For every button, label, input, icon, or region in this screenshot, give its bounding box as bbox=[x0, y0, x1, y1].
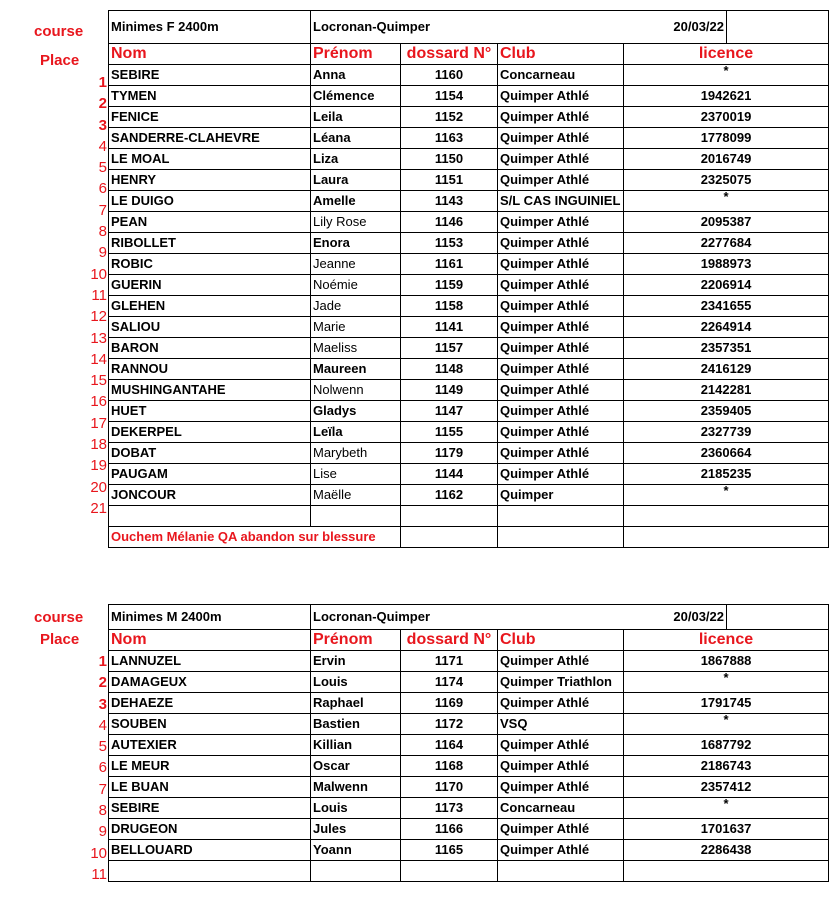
runner-licence: 1942621 bbox=[624, 86, 829, 107]
race2-location: Locronan-Quimper bbox=[311, 605, 498, 630]
runner-nom: GUERIN bbox=[109, 275, 311, 296]
runner-licence: 2359405 bbox=[624, 401, 829, 422]
place-number: 21 bbox=[90, 499, 107, 517]
runner-club: Quimper Athlé bbox=[498, 254, 624, 275]
runner-licence: * bbox=[624, 191, 829, 212]
runner-prenom: Jeanne bbox=[311, 254, 401, 275]
runner-club: VSQ bbox=[498, 714, 624, 735]
runner-nom: LE MOAL bbox=[109, 149, 311, 170]
runner-club: Quimper Athlé bbox=[498, 380, 624, 401]
race1-note-row bbox=[109, 527, 829, 548]
table-row bbox=[109, 840, 829, 861]
runner-licence: 2357351 bbox=[624, 338, 829, 359]
runner-prenom: Maëlle bbox=[311, 485, 401, 506]
runner-nom: BARON bbox=[109, 338, 311, 359]
runner-nom: SEBIRE bbox=[109, 798, 311, 819]
runner-club: Quimper Athlé bbox=[498, 464, 624, 485]
table-row bbox=[109, 443, 829, 464]
col-prenom-2: Prénom bbox=[311, 630, 401, 651]
table-row bbox=[109, 380, 829, 401]
place-number: 10 bbox=[90, 844, 107, 862]
place-number: 14 bbox=[90, 350, 107, 368]
runner-nom: RANNOU bbox=[109, 359, 311, 380]
runner-nom: LANNUZEL bbox=[109, 651, 311, 672]
place-number: 6 bbox=[98, 759, 107, 777]
table-row bbox=[109, 756, 829, 777]
runner-dossard: 1152 bbox=[401, 107, 498, 128]
place-number: 2 bbox=[98, 95, 107, 113]
runner-licence: 2264914 bbox=[624, 317, 829, 338]
runner-club: Concarneau bbox=[498, 65, 624, 86]
runner-club: Quimper Athlé bbox=[498, 693, 624, 714]
table-row bbox=[109, 86, 829, 107]
runner-club: Quimper Athlé bbox=[498, 212, 624, 233]
runner-licence: 2360664 bbox=[624, 443, 829, 464]
place-number: 9 bbox=[98, 244, 107, 262]
runner-dossard: 1153 bbox=[401, 233, 498, 254]
runner-dossard: 1171 bbox=[401, 651, 498, 672]
runner-club: Quimper Athlé bbox=[498, 233, 624, 254]
table-row bbox=[109, 401, 829, 422]
race2-results-table bbox=[108, 604, 829, 882]
runner-licence: 2095387 bbox=[624, 212, 829, 233]
runner-prenom: Raphael bbox=[311, 693, 401, 714]
runner-club: Quimper Athlé bbox=[498, 819, 624, 840]
runner-licence: 1988973 bbox=[624, 254, 829, 275]
runner-nom: PAUGAM bbox=[109, 464, 311, 485]
runner-club: Quimper Athlé bbox=[498, 359, 624, 380]
runner-licence: 2277684 bbox=[624, 233, 829, 254]
table-row bbox=[109, 359, 829, 380]
race2-title-blank bbox=[727, 605, 829, 630]
race2-places bbox=[7, 651, 107, 885]
runner-dossard: 1159 bbox=[401, 275, 498, 296]
runner-dossard: 1169 bbox=[401, 693, 498, 714]
race1-header-row bbox=[109, 44, 829, 65]
race1-date: 20/03/22 bbox=[498, 11, 727, 44]
runner-dossard: 1148 bbox=[401, 359, 498, 380]
runner-dossard: 1162 bbox=[401, 485, 498, 506]
runner-club: Quimper Athlé bbox=[498, 651, 624, 672]
table-row bbox=[109, 296, 829, 317]
table-row bbox=[109, 212, 829, 233]
place-label: Place bbox=[40, 52, 80, 69]
place-number: 11 bbox=[91, 286, 107, 304]
course-label: course bbox=[34, 23, 84, 40]
runner-dossard: 1166 bbox=[401, 819, 498, 840]
runner-licence: 2327739 bbox=[624, 422, 829, 443]
runner-nom: DEKERPEL bbox=[109, 422, 311, 443]
col-nom-2: Nom bbox=[109, 630, 311, 651]
place-number: 18 bbox=[90, 436, 107, 454]
runner-club: Quimper Athlé bbox=[498, 275, 624, 296]
runner-nom: DEHAEZE bbox=[109, 693, 311, 714]
place-number: 7 bbox=[98, 201, 107, 219]
runner-prenom: Enora bbox=[311, 233, 401, 254]
runner-prenom: Leila bbox=[311, 107, 401, 128]
runner-nom: HENRY bbox=[109, 170, 311, 191]
place-number: 11 bbox=[91, 865, 107, 883]
runner-club: Quimper Athlé bbox=[498, 777, 624, 798]
runner-nom: JONCOUR bbox=[109, 485, 311, 506]
runner-dossard: 1141 bbox=[401, 317, 498, 338]
col-licence-2: licence bbox=[624, 630, 829, 651]
runner-licence: 2341655 bbox=[624, 296, 829, 317]
runner-prenom: Léana bbox=[311, 128, 401, 149]
runner-licence: 2016749 bbox=[624, 149, 829, 170]
runner-club: Quimper Athlé bbox=[498, 756, 624, 777]
runner-licence: 1701637 bbox=[624, 819, 829, 840]
race2-header-row bbox=[109, 630, 829, 651]
runner-dossard: 1158 bbox=[401, 296, 498, 317]
race1-location: Locronan-Quimper bbox=[311, 11, 498, 44]
runner-nom: SEBIRE bbox=[109, 65, 311, 86]
runner-club: Quimper Athlé bbox=[498, 401, 624, 422]
runner-prenom: Nolwenn bbox=[311, 380, 401, 401]
course-label-2: course bbox=[34, 609, 84, 626]
runner-club: Quimper Athlé bbox=[498, 107, 624, 128]
runner-licence: 2142281 bbox=[624, 380, 829, 401]
runner-nom: AUTEXIER bbox=[109, 735, 311, 756]
place-number: 1 bbox=[98, 653, 107, 670]
place-number: 5 bbox=[98, 159, 107, 177]
runner-club: Quimper Athlé bbox=[498, 840, 624, 861]
col-club: Club bbox=[498, 44, 624, 65]
table-row bbox=[109, 464, 829, 485]
table-row bbox=[109, 798, 829, 819]
runner-prenom: Bastien bbox=[311, 714, 401, 735]
place-number: 8 bbox=[98, 802, 107, 820]
runner-prenom: Liza bbox=[311, 149, 401, 170]
place-number: 5 bbox=[98, 738, 107, 756]
runner-licence: * bbox=[624, 798, 829, 819]
place-number: 4 bbox=[98, 716, 107, 734]
runner-licence: * bbox=[624, 714, 829, 735]
place-number: 12 bbox=[90, 308, 107, 326]
table-row bbox=[109, 338, 829, 359]
runner-club: Quimper Athlé bbox=[498, 422, 624, 443]
runner-club: Quimper Athlé bbox=[498, 128, 624, 149]
runner-dossard: 1157 bbox=[401, 338, 498, 359]
runner-dossard: 1161 bbox=[401, 254, 498, 275]
runner-licence: 2286438 bbox=[624, 840, 829, 861]
runner-licence: 2206914 bbox=[624, 275, 829, 296]
runner-club: Quimper bbox=[498, 485, 624, 506]
runner-nom: LE DUIGO bbox=[109, 191, 311, 212]
col-prenom: Prénom bbox=[311, 44, 401, 65]
place-number: 4 bbox=[98, 137, 107, 155]
col-dossard: dossard N° bbox=[401, 44, 498, 65]
table-row bbox=[109, 819, 829, 840]
place-number: 9 bbox=[98, 823, 107, 841]
runner-prenom: Marie bbox=[311, 317, 401, 338]
table-row bbox=[109, 128, 829, 149]
runner-prenom: Maureen bbox=[311, 359, 401, 380]
race1-results-table bbox=[108, 10, 829, 548]
runner-nom: DRUGEON bbox=[109, 819, 311, 840]
table-row bbox=[109, 422, 829, 443]
col-dossard-2: dossard N° bbox=[401, 630, 498, 651]
runner-dossard: 1173 bbox=[401, 798, 498, 819]
runner-licence: 2325075 bbox=[624, 170, 829, 191]
runner-prenom: Leïla bbox=[311, 422, 401, 443]
runner-nom: RIBOLLET bbox=[109, 233, 311, 254]
race1-places bbox=[7, 72, 107, 519]
runner-licence: 2185235 bbox=[624, 464, 829, 485]
runner-prenom: Killian bbox=[311, 735, 401, 756]
runner-dossard: 1151 bbox=[401, 170, 498, 191]
runner-nom: LE MEUR bbox=[109, 756, 311, 777]
runner-nom: ROBIC bbox=[109, 254, 311, 275]
runner-nom: GLEHEN bbox=[109, 296, 311, 317]
runner-dossard: 1160 bbox=[401, 65, 498, 86]
table-row bbox=[109, 777, 829, 798]
runner-dossard: 1143 bbox=[401, 191, 498, 212]
table-row bbox=[109, 672, 829, 693]
runner-nom: DOBAT bbox=[109, 443, 311, 464]
runner-licence: * bbox=[624, 672, 829, 693]
runner-club: Quimper Athlé bbox=[498, 296, 624, 317]
runner-prenom: Jules bbox=[311, 819, 401, 840]
runner-dossard: 1179 bbox=[401, 443, 498, 464]
place-number: 20 bbox=[90, 478, 107, 496]
runner-prenom: Maeliss bbox=[311, 338, 401, 359]
runner-club: S/L CAS INGUINIEL bbox=[498, 191, 624, 212]
runner-prenom: Lise bbox=[311, 464, 401, 485]
runner-dossard: 1174 bbox=[401, 672, 498, 693]
runner-club: Quimper Athlé bbox=[498, 735, 624, 756]
runner-licence: * bbox=[624, 485, 829, 506]
race1-empty-row bbox=[109, 506, 829, 527]
runner-prenom: Oscar bbox=[311, 756, 401, 777]
runner-club: Quimper Athlé bbox=[498, 338, 624, 359]
runner-prenom: Clémence bbox=[311, 86, 401, 107]
runner-dossard: 1147 bbox=[401, 401, 498, 422]
runner-prenom: Anna bbox=[311, 65, 401, 86]
runner-club: Quimper Athlé bbox=[498, 317, 624, 338]
place-number: 2 bbox=[98, 674, 107, 692]
runner-nom: TYMEN bbox=[109, 86, 311, 107]
runner-prenom: Louis bbox=[311, 672, 401, 693]
runner-nom: DAMAGEUX bbox=[109, 672, 311, 693]
table-row bbox=[109, 693, 829, 714]
place-number: 17 bbox=[90, 414, 107, 432]
runner-dossard: 1164 bbox=[401, 735, 498, 756]
runner-prenom: Louis bbox=[311, 798, 401, 819]
table-row bbox=[109, 149, 829, 170]
runner-club: Quimper Triathlon bbox=[498, 672, 624, 693]
runner-nom: HUET bbox=[109, 401, 311, 422]
runner-dossard: 1168 bbox=[401, 756, 498, 777]
runner-club: Concarneau bbox=[498, 798, 624, 819]
table-row bbox=[109, 275, 829, 296]
runner-club: Quimper Athlé bbox=[498, 443, 624, 464]
place-number: 19 bbox=[90, 457, 107, 475]
place-number: 1 bbox=[98, 74, 107, 91]
race2-empty-row bbox=[109, 861, 829, 882]
runner-dossard: 1144 bbox=[401, 464, 498, 485]
runner-nom: SOUBEN bbox=[109, 714, 311, 735]
runner-prenom: Noémie bbox=[311, 275, 401, 296]
table-row bbox=[109, 317, 829, 338]
place-number: 7 bbox=[98, 780, 107, 798]
runner-licence: 2416129 bbox=[624, 359, 829, 380]
place-number: 15 bbox=[90, 372, 107, 390]
runner-prenom: Amelle bbox=[311, 191, 401, 212]
col-nom: Nom bbox=[109, 44, 311, 65]
race1-title-blank bbox=[727, 11, 829, 44]
runner-club: Quimper Athlé bbox=[498, 86, 624, 107]
place-number: 3 bbox=[98, 116, 107, 134]
runner-prenom: Jade bbox=[311, 296, 401, 317]
runner-dossard: 1150 bbox=[401, 149, 498, 170]
runner-nom: PEAN bbox=[109, 212, 311, 233]
runner-dossard: 1146 bbox=[401, 212, 498, 233]
race2-title: Minimes M 2400m bbox=[109, 605, 311, 630]
table-row bbox=[109, 191, 829, 212]
runner-licence: 1791745 bbox=[624, 693, 829, 714]
table-row bbox=[109, 735, 829, 756]
table-row bbox=[109, 714, 829, 735]
runner-prenom: Marybeth bbox=[311, 443, 401, 464]
place-number: 16 bbox=[90, 393, 107, 411]
runner-licence: 1867888 bbox=[624, 651, 829, 672]
table-row bbox=[109, 233, 829, 254]
runner-nom: MUSHINGANTAHE bbox=[109, 380, 311, 401]
runner-dossard: 1155 bbox=[401, 422, 498, 443]
place-number: 10 bbox=[90, 265, 107, 283]
runner-prenom: Yoann bbox=[311, 840, 401, 861]
runner-prenom: Ervin bbox=[311, 651, 401, 672]
table-row bbox=[109, 485, 829, 506]
place-number: 3 bbox=[98, 695, 107, 713]
place-number: 8 bbox=[98, 223, 107, 241]
runner-nom: FENICE bbox=[109, 107, 311, 128]
runner-dossard: 1172 bbox=[401, 714, 498, 735]
runner-dossard: 1170 bbox=[401, 777, 498, 798]
runner-nom: BELLOUARD bbox=[109, 840, 311, 861]
runner-club: Quimper Athlé bbox=[498, 170, 624, 191]
runner-prenom: Lily Rose bbox=[311, 212, 401, 233]
runner-club: Quimper Athlé bbox=[498, 149, 624, 170]
runner-nom: SANDERRE-CLAHEVRE bbox=[109, 128, 311, 149]
runner-licence: 1778099 bbox=[624, 128, 829, 149]
race1-title: Minimes F 2400m bbox=[109, 11, 311, 44]
table-row bbox=[109, 254, 829, 275]
runner-prenom: Gladys bbox=[311, 401, 401, 422]
place-number: 6 bbox=[98, 180, 107, 198]
table-row bbox=[109, 651, 829, 672]
race1-note: Ouchem Mélanie QA abandon sur blessure bbox=[109, 527, 401, 548]
runner-dossard: 1163 bbox=[401, 128, 498, 149]
runner-dossard: 1165 bbox=[401, 840, 498, 861]
table-row bbox=[109, 170, 829, 191]
race2-date: 20/03/22 bbox=[498, 605, 727, 630]
runner-licence: 2186743 bbox=[624, 756, 829, 777]
runner-licence: 2357412 bbox=[624, 777, 829, 798]
runner-licence: 1687792 bbox=[624, 735, 829, 756]
runner-nom: LE BUAN bbox=[109, 777, 311, 798]
runner-licence: * bbox=[624, 65, 829, 86]
runner-licence: 2370019 bbox=[624, 107, 829, 128]
table-row bbox=[109, 65, 829, 86]
runner-dossard: 1149 bbox=[401, 380, 498, 401]
runner-prenom: Malwenn bbox=[311, 777, 401, 798]
col-club-2: Club bbox=[498, 630, 624, 651]
table-row bbox=[109, 107, 829, 128]
runner-prenom: Laura bbox=[311, 170, 401, 191]
runner-dossard: 1154 bbox=[401, 86, 498, 107]
col-licence: licence bbox=[624, 44, 829, 65]
place-number: 13 bbox=[90, 329, 107, 347]
place-label-2: Place bbox=[40, 631, 80, 648]
runner-nom: SALIOU bbox=[109, 317, 311, 338]
